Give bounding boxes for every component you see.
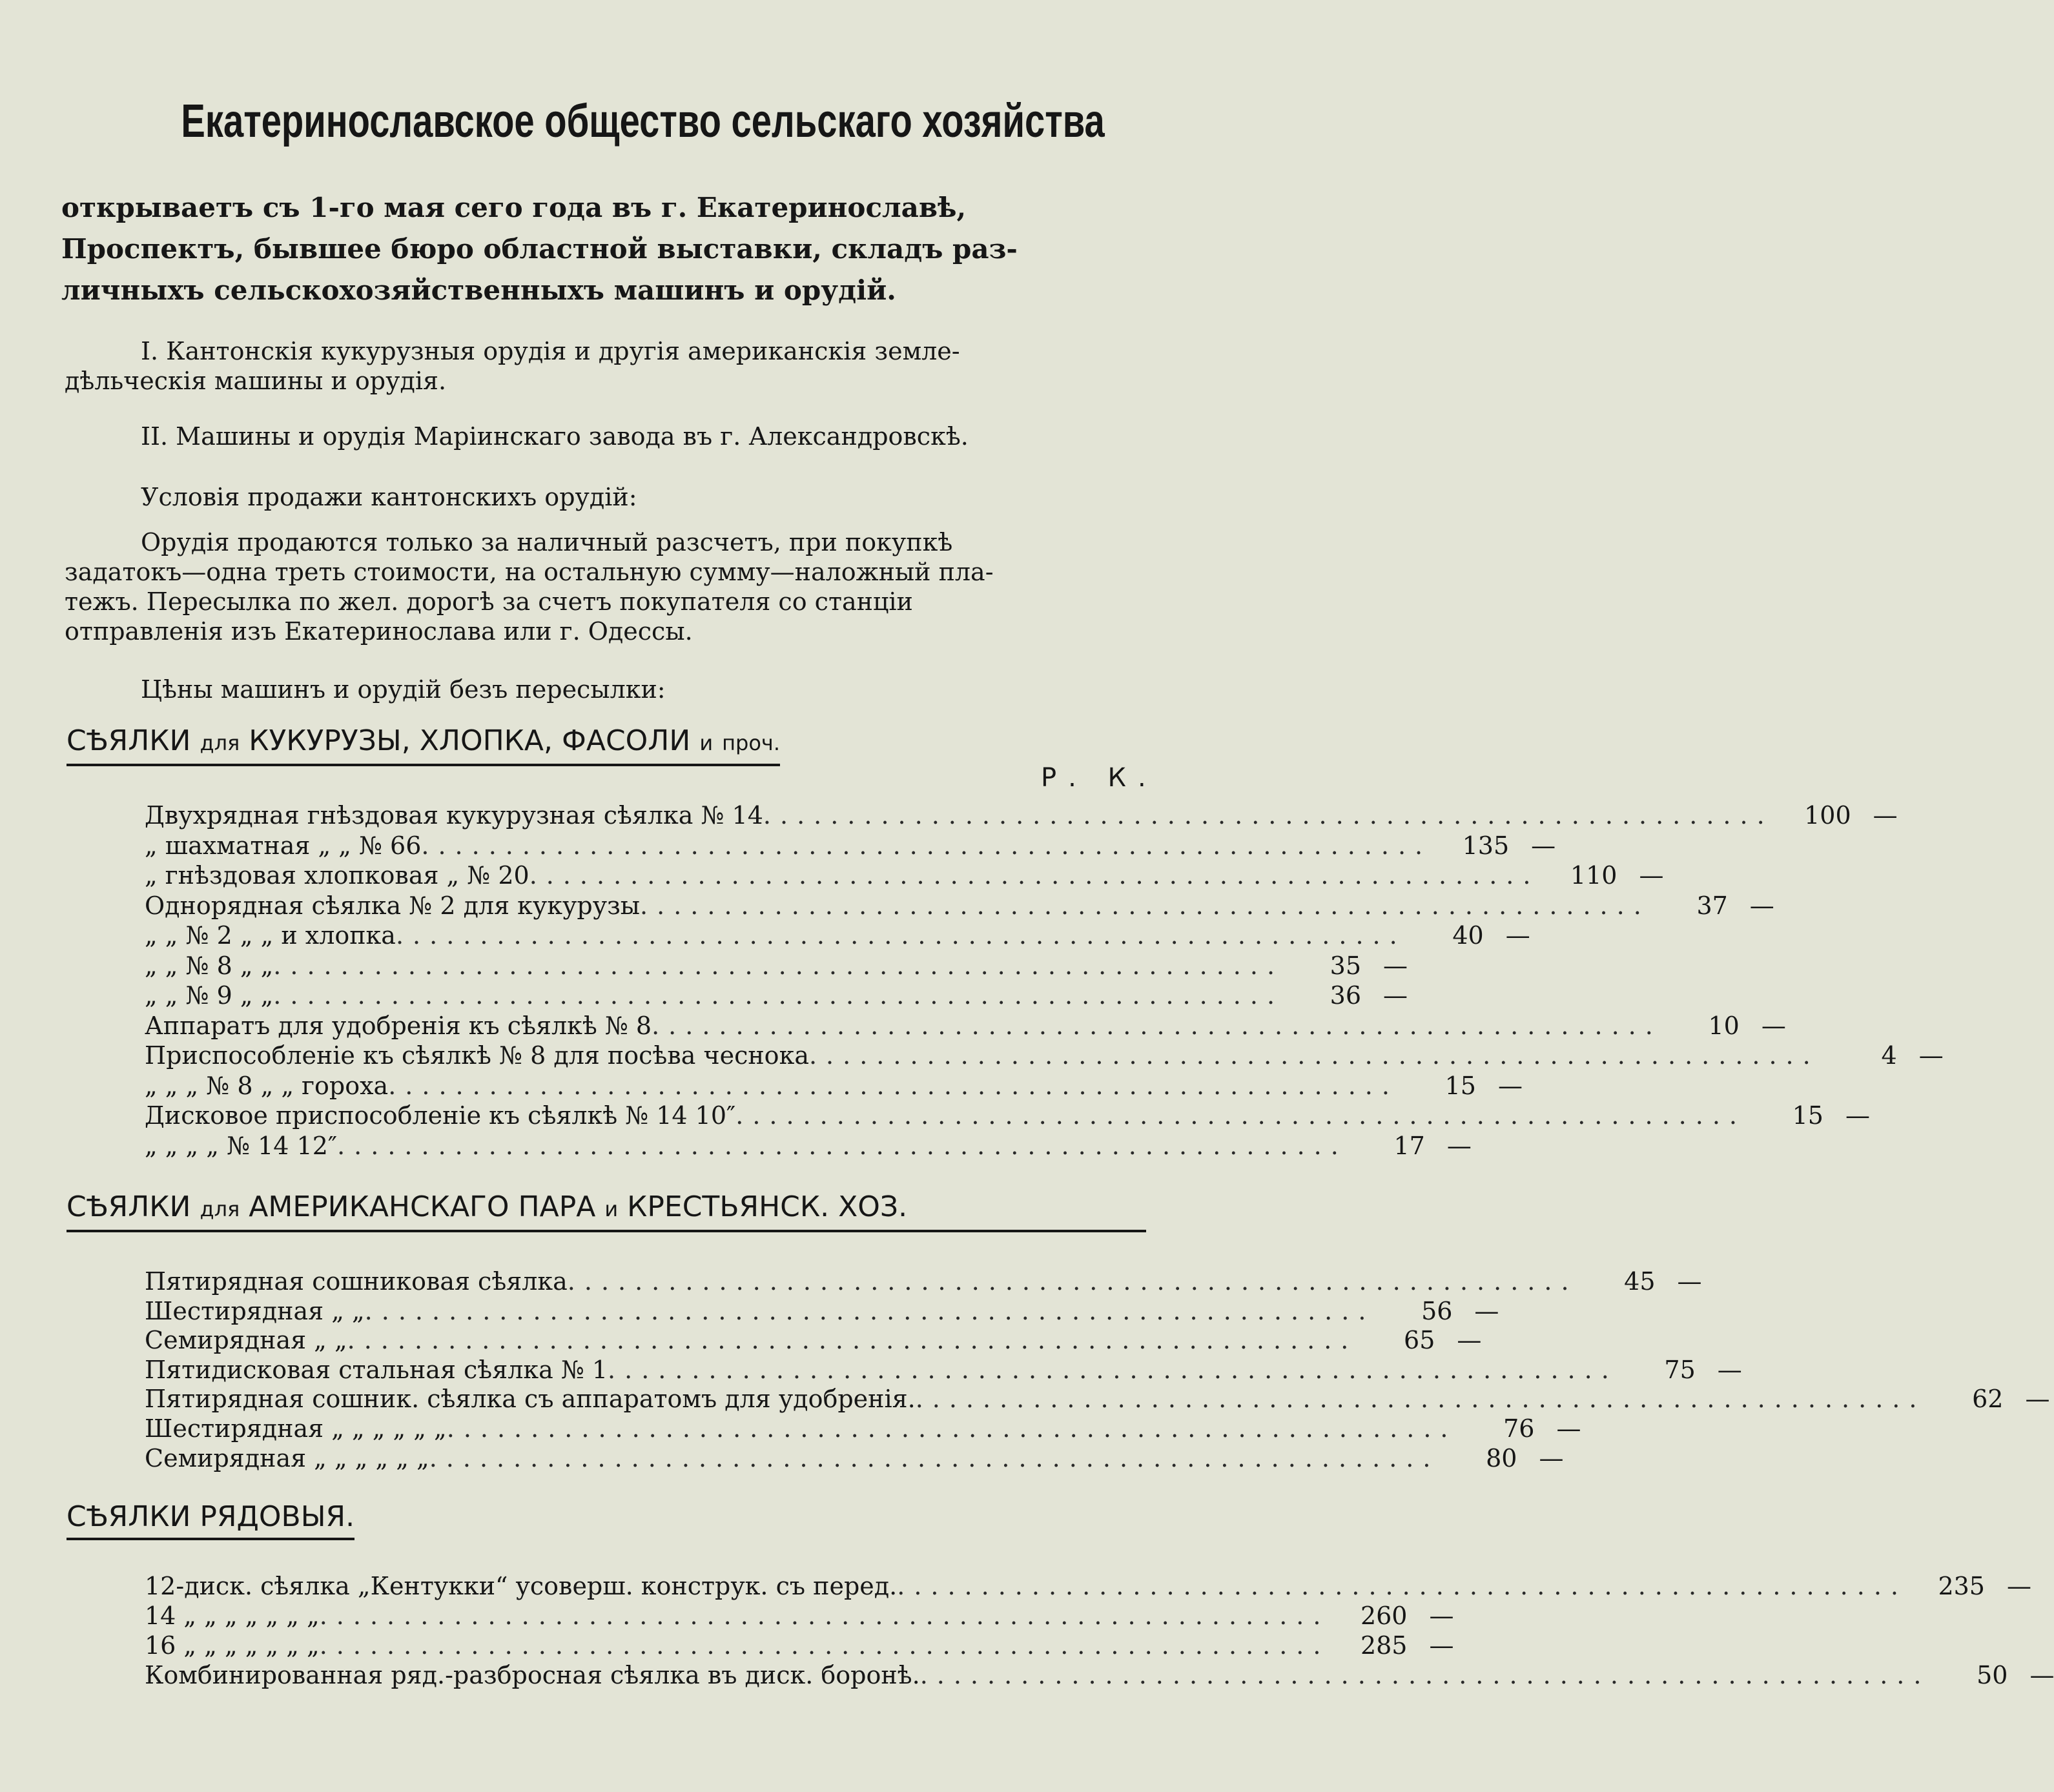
item-price-kopecks: —: [1717, 1355, 1742, 1384]
item-name: 16 „ „ „ „ „ „ „: [145, 1631, 320, 1660]
item-price-kopecks: —: [1383, 951, 1408, 980]
item-name: „ „ „ № 8 „ „ гороха: [145, 1071, 389, 1100]
price-row: [145, 1011, 1786, 1041]
item-price-kopecks: —: [1457, 1326, 1482, 1355]
heading-part: КРЕСТЬЯНСК. ХОЗ.: [627, 1190, 908, 1223]
paragraph-line: II. Машины и орудія Маріинскаго завода въ г. Александровскѣ.: [141, 422, 969, 451]
item-price-kopecks: —: [1531, 831, 1556, 860]
leader-dots: ............................................................: [529, 861, 1540, 890]
item-price-rubles: 35: [1330, 951, 1362, 980]
item-name: Семирядная „ „: [145, 1326, 347, 1355]
leader-dots: ............................................................: [919, 1661, 1931, 1689]
item-name: Шестирядная „ „: [145, 1296, 365, 1325]
item-name: „ „ № 9 „ „: [145, 981, 274, 1010]
price-row: [145, 1571, 2031, 1601]
intro-line-1: открываетъ съ 1-го мая сего года въ г. Екатеринославѣ,: [61, 192, 967, 223]
price-row: [145, 1041, 1944, 1070]
price-row: [145, 1631, 1454, 1660]
leader-dots: ............................................................: [319, 1631, 1330, 1660]
leader-dots: ............................................................: [429, 1443, 1440, 1472]
leader-dots: ............................................................: [388, 1071, 1399, 1100]
price-row: [145, 1384, 2050, 1414]
item-name: Пятирядная сошниковая сѣялка: [145, 1267, 568, 1296]
item-price-kopecks: —: [1677, 1267, 1702, 1296]
price-row: [145, 891, 1774, 921]
item-price-kopecks: —: [1539, 1443, 1564, 1472]
item-name: „ „ № 2 „ „ и хлопка: [145, 921, 396, 950]
price-row: [145, 1601, 1454, 1631]
price-row: [145, 1660, 2054, 1690]
item-price-rubles: 17: [1393, 1131, 1425, 1160]
item-name: „ гнѣздовая хлопковая „ № 20: [145, 861, 529, 890]
price-row: [145, 1414, 1581, 1443]
heading-part: для: [200, 731, 240, 755]
leader-dots: ............................................................: [347, 1326, 1358, 1355]
item-name: Однорядная сѣялка № 2 для кукурузы: [145, 891, 641, 920]
price-row: [145, 981, 1408, 1010]
price-row: [145, 1267, 1702, 1296]
item-name: Пятидисковая стальная сѣялка № 1: [145, 1355, 608, 1384]
item-name: Приспособленіе къ сѣялкѣ № 8 для посѣва чеснока: [145, 1041, 809, 1070]
item-name: „ „ „ „ № 14 12″: [145, 1131, 338, 1160]
price-row: [145, 921, 1530, 950]
leader-dots: ............................................................: [364, 1296, 1375, 1325]
item-price-rubles: 15: [1792, 1101, 1823, 1130]
item-price-kopecks: —: [1918, 1041, 1944, 1070]
item-price-rubles: 10: [1708, 1011, 1740, 1040]
item-price-rubles: 50: [1977, 1661, 2008, 1689]
item-price-kopecks: —: [1446, 1131, 1472, 1160]
item-name: „ шахматная „ „ № 66: [145, 831, 422, 860]
item-price-rubles: 4: [1881, 1041, 1897, 1070]
item-price-kopecks: —: [1761, 1011, 1786, 1040]
price-row: [145, 1071, 1523, 1101]
leader-dots: ............................................................: [273, 981, 1284, 1010]
paragraph-line: задатокъ—одна треть стоимости, на остальную сумму—наложный пла-: [65, 558, 994, 586]
section-heading-row-seeders: [67, 1498, 354, 1540]
item-price-rubles: 40: [1452, 921, 1484, 950]
leader-dots: ............................................................: [273, 951, 1284, 980]
item-price-rubles: 65: [1404, 1326, 1435, 1355]
item-price-rubles: 260: [1360, 1602, 1408, 1630]
leader-dots: ............................................................: [915, 1385, 1926, 1414]
heading-part: и: [604, 1197, 619, 1221]
item-name: Семирядная „ „ „ „ „ „: [145, 1443, 429, 1472]
leader-dots: ............................................................: [395, 921, 1406, 950]
price-row: [145, 1355, 1742, 1385]
leader-dots: ............................................................: [763, 801, 1774, 830]
leader-dots: ............................................................: [652, 1011, 1662, 1040]
heading-part: СѢЯЛКИ: [67, 1190, 191, 1223]
item-price-kopecks: —: [2006, 1572, 2031, 1600]
item-price-kopecks: —: [1429, 1631, 1454, 1660]
leader-dots: ............................................................: [446, 1414, 1457, 1443]
price-row: [145, 1131, 1472, 1161]
section-heading-american-fallow: [67, 1188, 1146, 1232]
section-heading-corn-seeders: [67, 722, 780, 766]
leader-dots: ............................................................: [897, 1572, 1907, 1600]
price-row: [145, 831, 1556, 860]
leader-dots: ............................................................: [337, 1131, 1348, 1160]
price-row: [145, 1325, 1482, 1355]
item-name: Аппаратъ для удобренія къ сѣялкѣ № 8: [145, 1011, 652, 1040]
price-row: [145, 860, 1664, 890]
paragraph-line: Цѣны машинъ и орудій безъ пересылки:: [141, 675, 666, 704]
item-name: Двухрядная гнѣздовая кукурузная сѣялка № 14: [145, 801, 763, 830]
item-price-kopecks: —: [1749, 891, 1774, 920]
leader-dots: ............................................................: [735, 1101, 1746, 1130]
heading-part: АМЕРИКАНСКАГО ПАРА: [249, 1190, 596, 1223]
heading-part: для: [200, 1197, 240, 1221]
leader-dots: ............................................................: [421, 831, 1432, 860]
paragraph-line: тежъ. Пересылка по жел. дорогѣ за счетъ покупателя со станціи: [65, 587, 913, 616]
item-price-kopecks: —: [1639, 861, 1664, 890]
item-name: „ „ № 8 „ „: [145, 951, 274, 980]
item-name: 12-диск. сѣялка „Кентукки“ усоверш. конструк. съ перед.: [145, 1572, 898, 1600]
heading-part: СѢЯЛКИ РЯДОВЫЯ.: [67, 1500, 355, 1533]
item-price-kopecks: —: [1497, 1071, 1523, 1100]
paragraph-line: Условія продажи кантонскихъ орудій:: [141, 483, 637, 511]
paragraph-line: I. Кантонскія кукурузныя орудія и другія американскія земле-: [141, 337, 960, 365]
item-price-kopecks: —: [1873, 801, 1898, 830]
item-price-rubles: 80: [1486, 1443, 1517, 1472]
item-price-rubles: 110: [1570, 861, 1618, 890]
item-price-rubles: 45: [1624, 1267, 1656, 1296]
price-row: [145, 1101, 1870, 1130]
paragraph-line: Орудія продаются только за наличный разсчетъ, при покупкѣ: [141, 528, 953, 556]
item-price-rubles: 37: [1696, 891, 1728, 920]
item-price-rubles: 36: [1330, 981, 1362, 1010]
leader-dots: ............................................................: [640, 891, 1650, 920]
leader-dots: ............................................................: [567, 1267, 1578, 1296]
item-price-rubles: 75: [1664, 1355, 1696, 1384]
price-row: [145, 1296, 1499, 1326]
intro-line-3: личныхъ сельскохозяйственныхъ машинъ и орудій.: [61, 274, 896, 306]
leader-dots: ............................................................: [808, 1041, 1820, 1070]
item-price-rubles: 100: [1804, 801, 1851, 830]
item-name: Комбинированная ряд.-разбросная сѣялка въ диск. боронѣ.: [145, 1661, 920, 1689]
item-price-kopecks: —: [1845, 1101, 1870, 1130]
price-row: [145, 800, 1898, 830]
price-column-header: Р. К.: [1041, 763, 1158, 793]
item-name: Дисковое приспособленіе къ сѣялкѣ № 14 10″: [145, 1101, 736, 1130]
item-price-rubles: 235: [1938, 1572, 1985, 1600]
item-price-kopecks: —: [1474, 1296, 1499, 1325]
item-price-kopecks: —: [2025, 1385, 2050, 1414]
item-price-rubles: 15: [1444, 1071, 1476, 1100]
paragraph-line: дѣльческія машины и орудія.: [65, 367, 447, 395]
item-price-kopecks: —: [1429, 1602, 1454, 1630]
item-price-rubles: 62: [1972, 1385, 2004, 1414]
leader-dots: ............................................................: [319, 1602, 1330, 1630]
item-price-kopecks: —: [1556, 1414, 1581, 1443]
heading-part: и: [699, 731, 714, 755]
item-name: Пятирядная сошник. сѣялка съ аппаратомъ для удобренія.: [145, 1385, 916, 1414]
intro-line-2: Проспектъ, бывшее бюро областной выставки, складъ раз-: [61, 233, 1018, 265]
item-price-rubles: 285: [1360, 1631, 1408, 1660]
heading-part: КУКУРУЗЫ, ХЛОПКА, ФАСОЛИ: [249, 724, 691, 757]
leader-dots: ............................................................: [608, 1355, 1618, 1384]
item-price-kopecks: —: [2029, 1661, 2054, 1689]
item-name: Шестирядная „ „ „ „ „ „: [145, 1414, 447, 1443]
item-price-rubles: 76: [1503, 1414, 1535, 1443]
heading-part: проч.: [722, 731, 780, 755]
item-price-rubles: 135: [1462, 831, 1510, 860]
price-row: [145, 951, 1408, 981]
item-name: 14 „ „ „ „ „ „ „: [145, 1602, 320, 1630]
item-price-kopecks: —: [1505, 921, 1530, 950]
price-row: [145, 1443, 1564, 1473]
item-price-rubles: 56: [1421, 1296, 1453, 1325]
page-title: Екатеринославское общество сельскаго хозяйства: [181, 96, 1105, 147]
item-price-kopecks: —: [1383, 981, 1408, 1010]
heading-part: СѢЯЛКИ: [67, 724, 191, 757]
paragraph-line: отправленія изъ Екатеринослава или г. Одессы.: [65, 617, 693, 646]
